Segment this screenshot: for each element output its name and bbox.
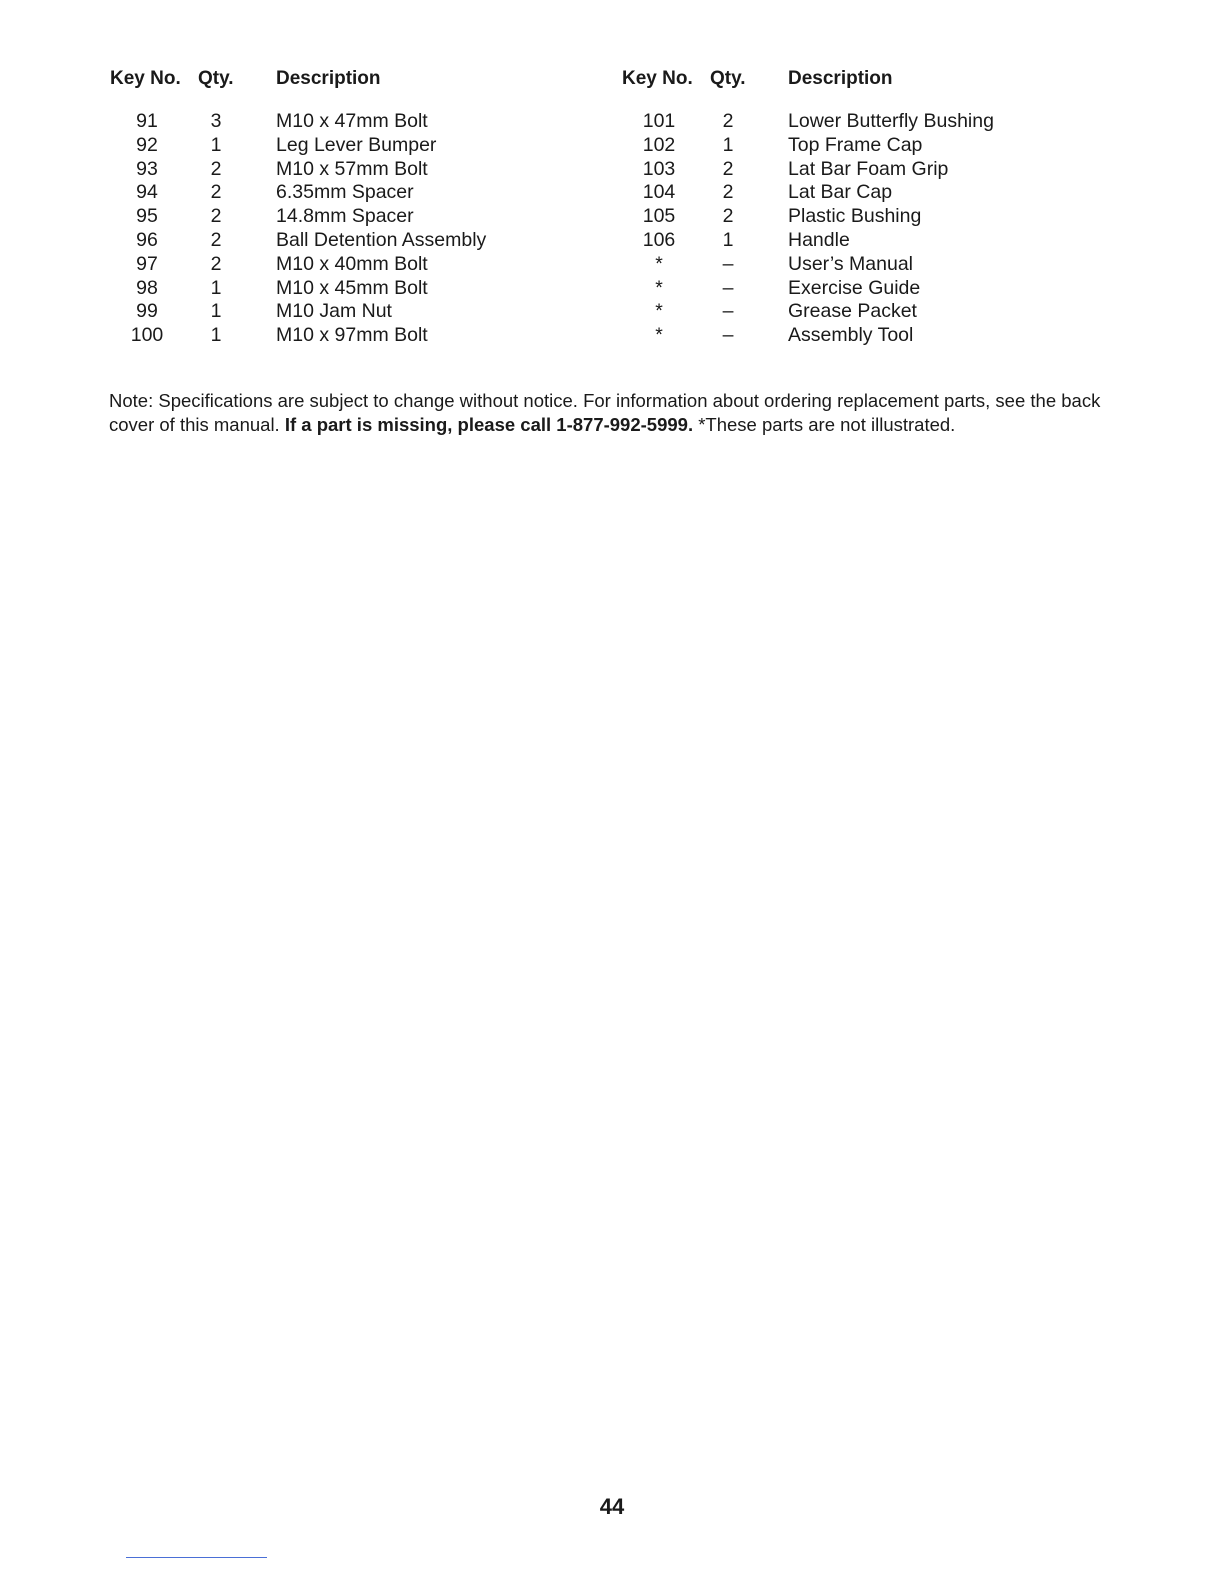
description: Leg Lever Bumper [276,133,437,156]
table-row [110,277,590,301]
key-no: 97 [136,252,158,275]
note-missing-part-callout: If a part is missing, please call 1-877-992-5999. [284,413,694,435]
key-no: 106 [642,228,676,251]
qty: 3 [210,110,222,132]
table-row [622,110,1102,134]
qty: 1 [722,228,734,251]
key-no: 105 [642,205,676,228]
qty: – [722,252,734,275]
header-description: Description [788,68,893,89]
table-header [622,68,1102,96]
note-text: Note: Specifications are subject to change without notice. For information about ordering replacement parts, see the back cover of this manual. [109,389,1101,435]
description: Ball Detention Assembly [276,228,487,251]
table-row [110,134,590,158]
table-row [622,134,1102,158]
description: Exercise Guide [788,276,921,299]
parts-table-left [110,68,590,348]
description: M10 x 57mm Bolt [276,157,428,180]
key-no: 102 [642,133,676,156]
table-row [622,205,1102,229]
qty: 2 [210,157,222,180]
description: 14.8mm Spacer [276,205,414,228]
qty: 2 [722,205,734,228]
table-row [110,229,590,253]
qty: 2 [722,110,734,132]
qty: 1 [722,133,734,156]
description: Lat Bar Foam Grip [788,157,949,180]
qty: – [722,300,734,323]
qty: 1 [210,300,222,323]
table-row [110,205,590,229]
description: Lat Bar Cap [788,181,893,204]
description: M10 Jam Nut [276,300,392,323]
key-no: 98 [136,276,158,299]
description: Lower Butterfly Bushing [788,110,994,132]
description: Assembly Tool [788,324,914,347]
qty: 1 [210,324,222,347]
table-row [622,300,1102,324]
qty: – [722,324,734,347]
table-row [110,110,590,134]
header-description: Description [276,68,381,89]
key-no: 93 [136,157,158,180]
key-no: 92 [136,133,158,156]
description: Plastic Bushing [788,205,922,228]
key-no: * [655,252,663,275]
description: Grease Packet [788,300,917,323]
table-row [622,324,1102,348]
description: M10 x 40mm Bolt [276,252,428,275]
key-no: 101 [642,110,676,132]
page-number: 44 [599,1494,625,1519]
key-no: 104 [642,181,676,204]
table-header [110,68,590,96]
description: User’s Manual [788,252,913,275]
key-no: * [655,276,663,299]
description: M10 x 45mm Bolt [276,276,428,299]
key-no: 100 [130,324,164,347]
footer-rule [126,1557,267,1558]
table-row [622,181,1102,205]
key-no: * [655,324,663,347]
table-row [110,253,590,277]
parts-table-right [622,68,1102,348]
description: M10 x 47mm Bolt [276,110,428,132]
table-body [110,110,590,348]
table-row [622,277,1102,301]
key-no: 94 [136,181,158,204]
qty: – [722,276,734,299]
qty: 1 [210,276,222,299]
header-qty: Qty. [198,68,234,89]
key-no: * [655,300,663,323]
description: M10 x 97mm Bolt [276,324,428,347]
qty: 2 [722,181,734,204]
qty: 1 [210,133,222,156]
header-key-no: Key No. [110,68,181,89]
description: Handle [788,228,850,251]
table-row [110,324,590,348]
key-no: 95 [136,205,158,228]
qty: 2 [210,252,222,275]
table-row [622,229,1102,253]
table-body [622,110,1102,348]
table-row [622,158,1102,182]
description: 6.35mm Spacer [276,181,414,204]
key-no: 91 [136,110,158,132]
header-qty: Qty. [710,68,746,89]
qty: 2 [722,157,734,180]
key-no: 103 [642,157,676,180]
table-row [110,300,590,324]
description: Top Frame Cap [788,133,923,156]
key-no: 96 [136,228,158,251]
note-paragraph [109,389,1119,437]
note-not-illustrated: *These parts are not illustrated. [693,413,956,435]
key-no: 99 [136,300,158,323]
qty: 2 [210,228,222,251]
qty: 2 [210,181,222,204]
qty: 2 [210,205,222,228]
table-row [622,253,1102,277]
table-row [110,158,590,182]
parts-list [0,68,1224,358]
header-key-no: Key No. [622,68,693,89]
table-row [110,181,590,205]
